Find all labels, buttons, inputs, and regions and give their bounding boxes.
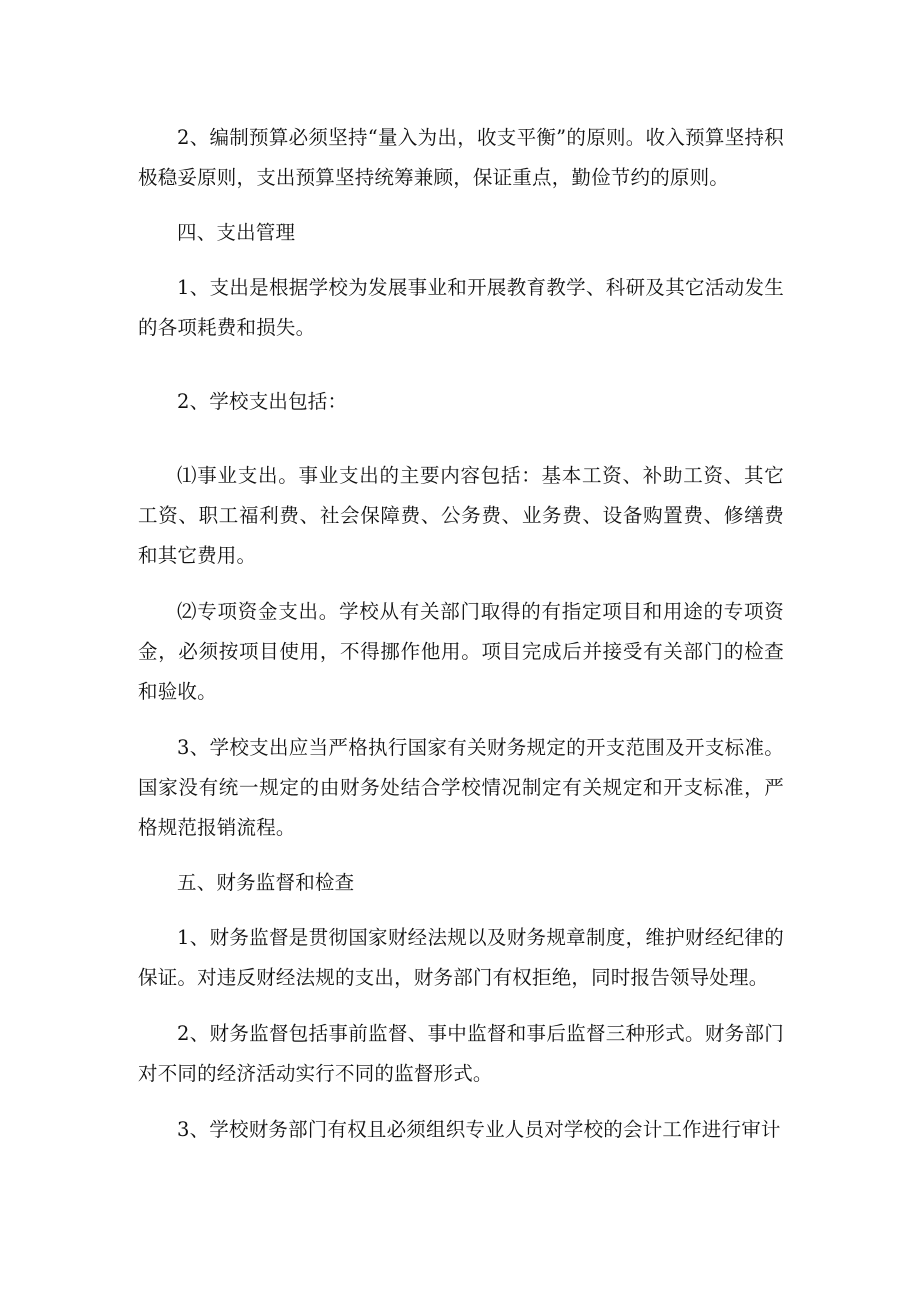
paragraph-budget-principle: 2、编制预算必须坚持“量入为出，收支平衡”的原则。收入预算坚持积极稳妥原则，支出预算坚持统筹兼顾，保证重点，勤俭节约的原则。 — [138, 126, 784, 189]
section-heading-financial-supervision: 五、财务监督和检查 — [177, 871, 355, 894]
paragraph-supervision-definition: 1、财务监督是贯彻国家财经法规以及财务规章制度，维护财经纪律的保证。对违反财经法规的支出，财务部门有权拒绝，同时报告领导处理。 — [138, 926, 784, 989]
paragraph-special-fund-expenditure: ⑵专项资金支出。学校从有关部门取得的有指定项目和用途的专项资金，必须按项目使用，不得挪作他用。项目完成后并接受有关部门的检查和验收。 — [138, 600, 784, 703]
paragraph-expenditure-standard: 3、学校支出应当严格执行国家有关财务规定的开支范围及开支标准。国家没有统一规定的由财务处结合学校情况制定有关规定和开支标准，严格规范报销流程。 — [138, 736, 784, 839]
paragraph-expenditure-includes: 2、学校支出包括： — [177, 390, 348, 413]
document-page — [138, 118, 784, 1150]
paragraph-audit: 3、学校财务部门有权且必须组织专业人员对学校的会计工作进行审计 — [177, 1118, 781, 1141]
paragraph-supervision-forms: 2、财务监督包括事前监督、事中监督和事后监督三种形式。财务部门对不同的经济活动实行不同的监督形式。 — [138, 1022, 784, 1085]
section-heading-expenditure: 四、支出管理 — [177, 221, 296, 244]
paragraph-expenditure-definition: 1、支出是根据学校为发展事业和开展教育教学、科研及其它活动发生的各项耗费和损失。 — [138, 276, 784, 339]
paragraph-business-expenditure: ⑴事业支出。事业支出的主要内容包括：基本工资、补助工资、其它工资、职工福利费、社会保障费、公务费、业务费、设备购置费、修缮费和其它费用。 — [138, 464, 784, 567]
